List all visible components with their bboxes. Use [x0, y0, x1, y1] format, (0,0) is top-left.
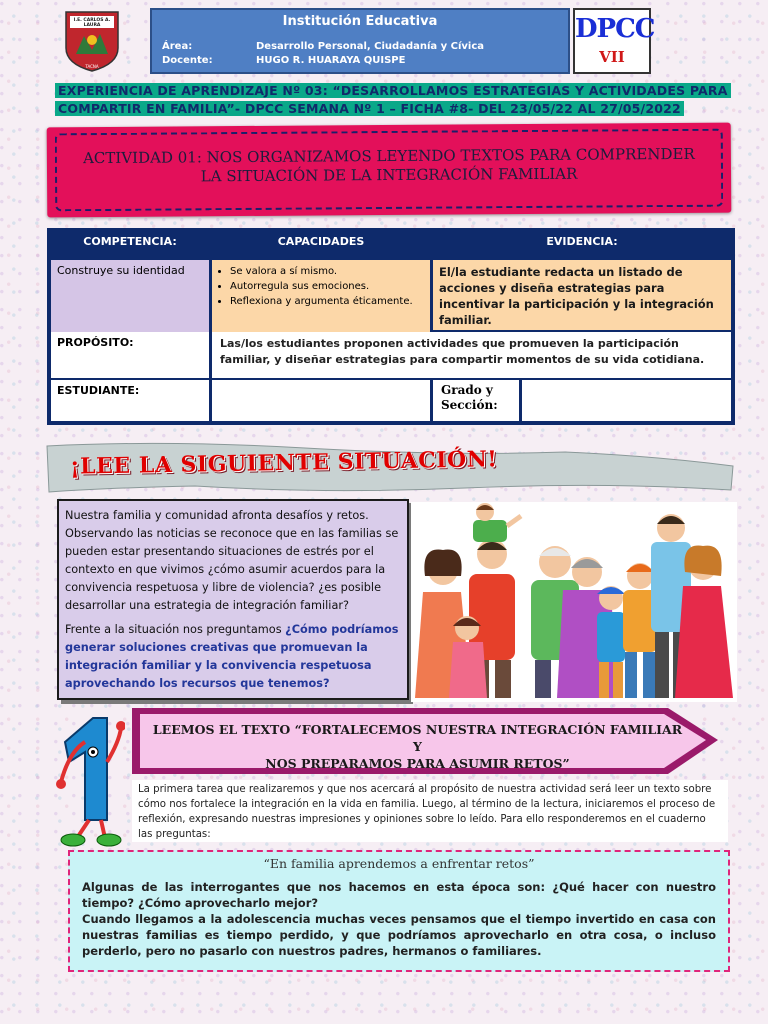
reading-box — [68, 850, 730, 972]
school-logo — [62, 10, 122, 72]
estudiante-label: ESTUDIANTE: — [51, 380, 209, 421]
grado-seccion-field[interactable] — [522, 380, 731, 421]
activity-title-line-1: ACTIVIDAD 01: NOS ORGANIZAMOS LEYENDO TEXTOS PARA COMPRENDER — [82, 144, 695, 168]
list-item: • Se valora a sí mismo. — [230, 264, 424, 279]
list-item: • Autorregula sus emociones. — [230, 279, 424, 294]
logo-text: I.E. CARLOS A. LAURA — [73, 18, 111, 28]
competencia-text: Construye su identidad — [57, 264, 185, 277]
activity-banner-border — [55, 129, 724, 212]
number-one-character — [55, 712, 125, 847]
logo-city: TACNA — [85, 64, 99, 69]
capacidades-list — [218, 264, 424, 309]
family-illustration — [411, 502, 737, 702]
evidencia-cell: El/la estudiante redacta un listado de acciones y diseña estrategias para incentivar la participación y la integración familiar. — [433, 260, 731, 330]
reading-title: “En familia aprendemos a enfrentar retos” — [263, 856, 535, 871]
activity-banner — [47, 123, 732, 218]
course-badge — [573, 8, 655, 74]
situation-question: ¿Cómo podríamos generar soluciones creativas que promuevan la integración familiar y la convivencia respetuosa aprovechando los recursos que tenemos? — [65, 623, 399, 690]
step-number — [55, 712, 56, 713]
institution-title: Institución Educativa — [282, 14, 438, 29]
situation-box — [57, 499, 409, 700]
header-evidencia: EVIDENCIA: — [546, 235, 618, 248]
step-1-title — [150, 721, 685, 772]
step-1-intro: La primera tarea que realizaremos y que nos acercará al propósito de nuestra actividad será leer un texto sobre cómo nos fortalece la integración en la vida en familia. Luego, al término de la lectura, iniciaremos el proceso de reflexión, expresando nuestras impresiones y opiniones sobre lo leído. Para ello responderemos en el cuaderno las preguntas: — [132, 780, 728, 842]
reading-paragraph: Algunas de las interrogantes que nos hacemos en esta época son: ¿Qué hacer con nuestro tiempo? ¿Cómo aprovecharlo mejor? — [82, 880, 716, 910]
situation-question-lead: Frente a la situación nos preguntamos — [65, 623, 286, 636]
list-item: • Reflexiona y argumenta éticamente. — [230, 294, 424, 309]
activity-title-line-2: LA SITUACIÓN DE LA INTEGRACIÓN FAMILIAR — [200, 164, 578, 186]
situation-paragraph: Nuestra familia y comunidad afronta desafíos y retos. Observando las noticias se reconoce que en las familias se pueden estar presentando situaciones de estrés por el contexto en que vivimos ¿cómo asumir acuerdos para la convivencia respetuosa y libre de violencia? ¿es posible desarrollar una estrategia de integración familiar? — [65, 509, 399, 612]
step-1-title-line-2: NOS PREPARAMOS PARA ASUMIR RETOS” — [265, 756, 570, 771]
course-code: DPCC — [575, 14, 655, 44]
competency-table — [47, 228, 735, 425]
reading-paragraph: Cuando llegamos a la adolescencia muchas veces pensamos que el tiempo invertido en casa con nuestras familias es tiempo perdido, y que podríamos aprovecharlo en otra cosa, o incluso perderlo, pero no pasarlo con nuestros padres, hermanos o familiares. — [82, 912, 716, 958]
situation-question-paragraph — [65, 621, 401, 693]
grado-seccion-label: Grado y Sección: — [433, 380, 519, 421]
proposito-text: Las/los estudiantes proponen actividades que promueven la participación familiar, y diseñar estrategias para compartir momentos de su vida cotidiana. — [212, 332, 731, 378]
step-1-title-line-1: LEEMOS EL TEXTO “FORTALECEMOS NUESTRA INTEGRACIÓN FAMILIAR Y — [152, 722, 683, 754]
estudiante-field[interactable] — [212, 380, 430, 421]
docente-value: HUGO R. HUARAYA QUISPE — [256, 55, 406, 66]
child-on-shoulders-figure — [473, 503, 521, 542]
docente-label: Docente: — [162, 55, 213, 66]
header-competencia: COMPETENCIA: — [83, 235, 177, 248]
activity-title — [57, 145, 721, 188]
header-capacidades: CAPACIDADES — [277, 235, 365, 248]
proposito-label: PROPÓSITO: — [51, 332, 209, 378]
situation-title: ¡LEE LA SIGUIENTE SITUACIÓN! — [69, 446, 498, 480]
experience-title-line-1: EXPERIENCIA DE APRENDIZAJE Nº 03: “DESARROLLAMOS ESTRATEGIAS Y ACTIVIDADES PARA — [55, 83, 731, 98]
experience-title-line-2: COMPARTIR EN FAMILIA”- DPCC SEMANA Nº 1 – FICHA #8- DEL 23/05/22 AL 27/05/2022 — [55, 101, 684, 116]
area-label: Área: — [162, 41, 193, 52]
header-box — [150, 8, 570, 74]
area-value: Desarrollo Personal, Ciudadanía y Cívica — [256, 41, 485, 52]
course-level: VII — [599, 48, 625, 66]
